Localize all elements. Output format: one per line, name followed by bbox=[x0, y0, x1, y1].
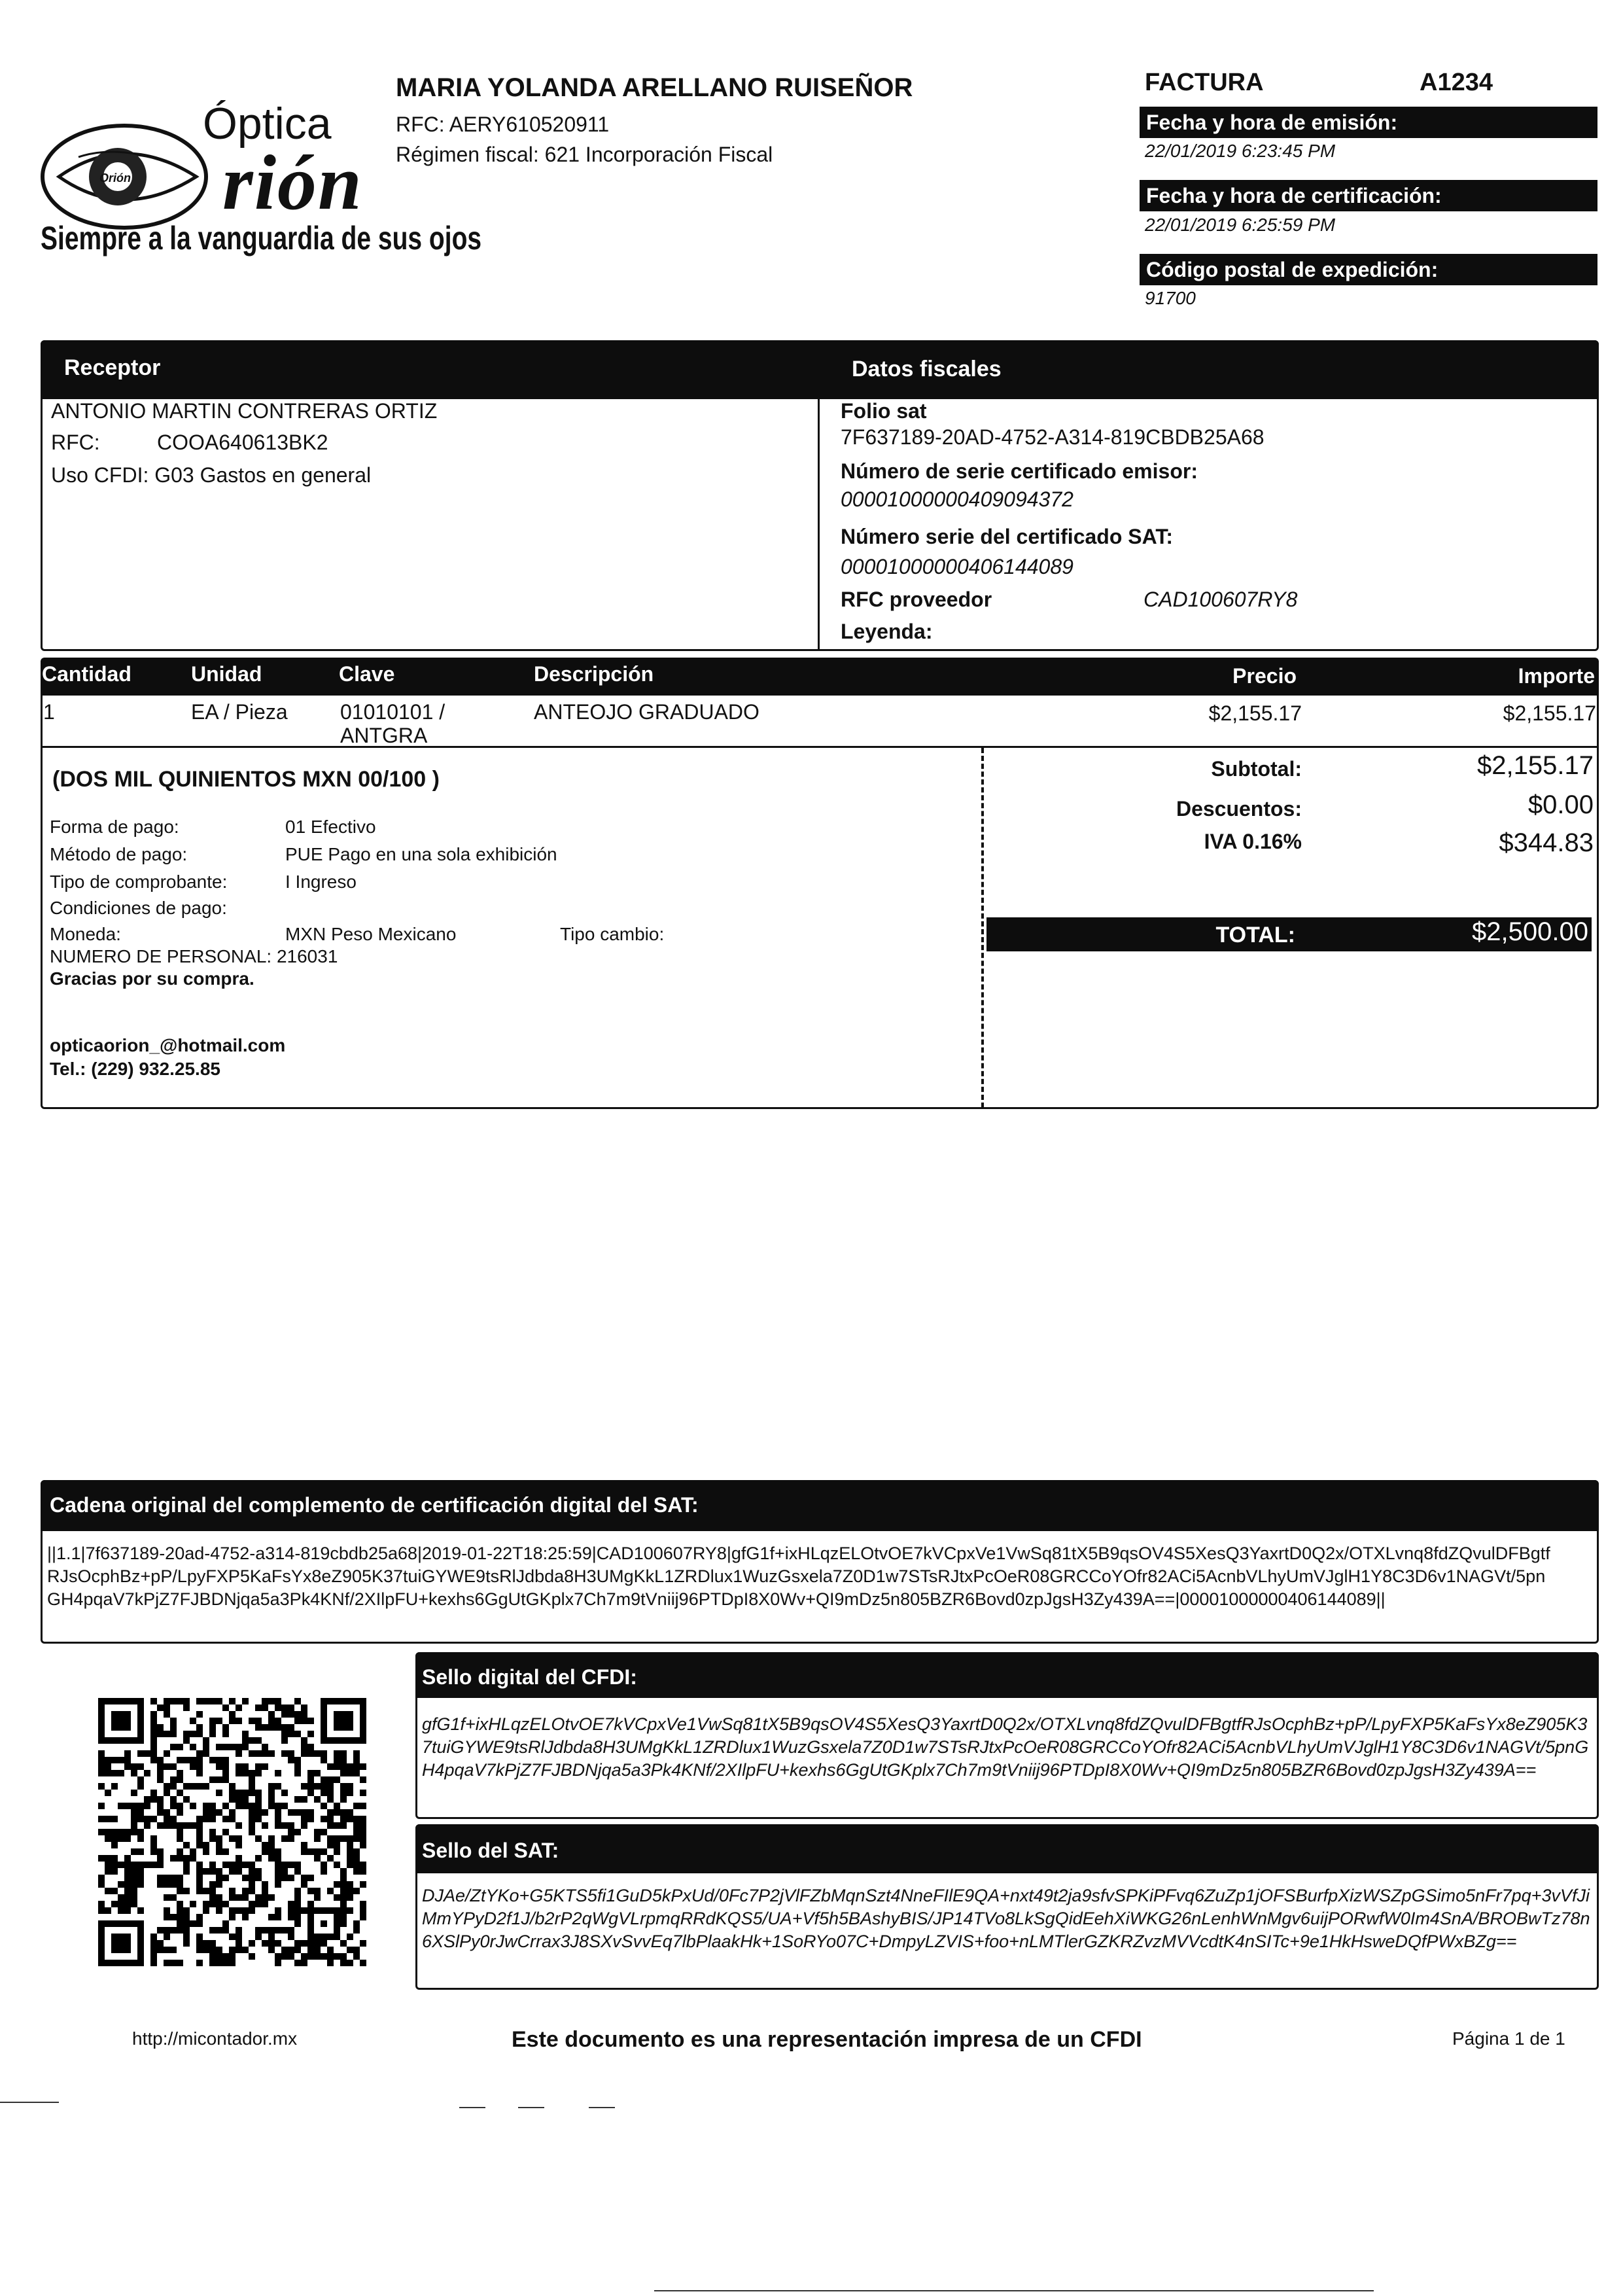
col-descripcion: Descripción bbox=[534, 662, 654, 686]
certification-value: 22/01/2019 6:25:59 PM bbox=[1145, 215, 1336, 235]
condiciones-label: Condiciones de pago: bbox=[50, 898, 227, 918]
postal-value: 91700 bbox=[1145, 288, 1196, 308]
logo-word-orion: rión bbox=[222, 139, 363, 226]
issuer-rfc: RFC: AERY610520911 bbox=[396, 113, 610, 136]
metodo-value: PUE Pago en una sola exhibición bbox=[285, 844, 557, 864]
invoice-type: FACTURA bbox=[1145, 69, 1264, 96]
emission-label: Fecha y hora de emisión: bbox=[1140, 107, 1597, 138]
footer-page: Página 1 de 1 bbox=[1452, 2028, 1565, 2049]
footer-url[interactable]: http://micontador.mx bbox=[132, 2028, 298, 2049]
col-unidad: Unidad bbox=[191, 662, 262, 686]
receptor-title: Receptor bbox=[64, 355, 161, 380]
logo-badge: Orión bbox=[99, 171, 131, 185]
postal-label: Código postal de expedición: bbox=[1140, 254, 1597, 285]
rfc-proveedor-value: CAD100607RY8 bbox=[1143, 588, 1298, 611]
receptor-rfc-label: RFC: bbox=[51, 431, 100, 454]
sello-cfdi-text: gfG1f+ixHLqzELOtvOE7kVCpxVe1VwSq81tX5B9qsOV4S5XesQ3YaxrtD0Q2x/OTXLvnq8fdZQvulDFBgtfRJsOcphBz+pP/LpyFXP5KaFsYx8eZ905K37tuiGYWE9tsRlJdbda8H3UMgKkL1ZRDlux1WuzGsxela7Z0D1w7STsRJtxPcOeR08GRCCoYOfr82ACi5AcnbVLhyUmVJglH1Y8C3D6v1NAGVt/5pnGH4pqaV7kPjZ7FJBDNjqa5a3Pk4KNf/2XIlpFU+kexhs6GgUtGKplx7Ch7m9tVniij96PTDpI8X0Wv+QI9mDz5n805BZR6Bovd0zpJgsH3Zy439A== bbox=[422, 1714, 1589, 1780]
issuer-name: MARIA YOLANDA ARELLANO RUISEÑOR bbox=[396, 73, 913, 102]
row-clave-line2: ANTGRA bbox=[340, 724, 428, 747]
certification-label: Fecha y hora de certificación: bbox=[1140, 180, 1597, 211]
personal-number: NUMERO DE PERSONAL: 216031 bbox=[50, 946, 338, 966]
contact-phone: Tel.: (229) 932.25.85 bbox=[50, 1059, 220, 1079]
moneda-value: MXN Peso Mexicano bbox=[285, 924, 457, 944]
subtotal-value: $2,155.17 bbox=[1477, 751, 1594, 780]
receptor-header bbox=[41, 340, 1599, 399]
payment-divider bbox=[981, 748, 984, 1108]
descuentos-value: $0.00 bbox=[1527, 790, 1594, 819]
row-cantidad: 1 bbox=[43, 700, 55, 724]
cert-sat-value: 00001000000406144089 bbox=[841, 555, 1073, 578]
forma-value: 01 Efectivo bbox=[285, 817, 376, 837]
logo-word-optica: Óptica bbox=[203, 99, 332, 149]
tipo-cambio-label: Tipo cambio: bbox=[560, 924, 665, 944]
forma-label: Forma de pago: bbox=[50, 817, 179, 837]
receptor-uso-cfdi: Uso CFDI: G03 Gastos en general bbox=[51, 463, 372, 487]
tipo-label: Tipo de comprobante: bbox=[50, 872, 228, 892]
cert-emisor-label: Número de serie certificado emisor: bbox=[841, 459, 1198, 483]
rfc-proveedor-label: RFC proveedor bbox=[841, 588, 992, 611]
metodo-label: Método de pago: bbox=[50, 844, 188, 864]
sello-sat-text: DJAe/ZtYKo+G5KTS5fi1GuD5kPxUd/0Fc7P2jVlFZbMqnSzt4NneFIlE9QA+nxt49t2ja9sfvSPKiPFvq6ZuZp1jOFSBurfpXizWSZpGSimo5nFr7pq+3vVfJiMmYPyD2f1J/b2rP2qWgVLrpmqRRdKQS5/UA+Vf5h5BAshyBIS/JP14TVo8LkSgQidEehXiWKG26nLenhWnMgv6uijPORwfW0Im4SnA/BROBwTz78n6XSlPy0rJwCrrax3J8SXvSvvEq7lbPlaakHk+1SoRYo07C+DmpyLZVIS+foo+nLMTlerGZKRZvzMVVcdtK4nSITc+9e1HkHsweDQfPWxBZg== bbox=[422, 1886, 1590, 1951]
thanks-text: Gracias por su compra. bbox=[50, 968, 254, 989]
sello-sat-title: Sello del SAT: bbox=[422, 1839, 559, 1862]
fiscal-title: Datos fiscales bbox=[852, 357, 1002, 381]
iva-label: IVA 0.16% bbox=[1204, 830, 1302, 853]
row-importe: $2,155.17 bbox=[1503, 701, 1596, 725]
scan-dash-3 bbox=[589, 2107, 615, 2108]
row-clave-line1: 01010101 / bbox=[340, 700, 445, 724]
sello-sat-header bbox=[415, 1824, 1599, 1873]
iva-value: $344.83 bbox=[1499, 828, 1594, 857]
col-cantidad: Cantidad bbox=[42, 662, 131, 686]
cert-emisor-value: 00001000000409094372 bbox=[841, 487, 1073, 511]
scan-dash-1 bbox=[459, 2107, 485, 2108]
total-label: TOTAL: bbox=[1215, 923, 1295, 947]
cadena-title: Cadena original del complemento de certificación digital del SAT: bbox=[50, 1493, 699, 1517]
receptor-rfc-value: COOA640613BK2 bbox=[157, 431, 328, 454]
subtotal-label: Subtotal: bbox=[1211, 757, 1302, 781]
moneda-label: Moneda: bbox=[50, 924, 121, 944]
logo-tagline: Siempre a la vanguardia de sus ojos bbox=[41, 220, 482, 256]
row-unidad: EA / Pieza bbox=[191, 700, 288, 724]
col-clave: Clave bbox=[339, 662, 395, 686]
scan-line-left bbox=[0, 2102, 59, 2103]
leyenda-label: Leyenda: bbox=[841, 620, 933, 643]
folio-value: 7F637189-20AD-4752-A314-819CBDB25A68 bbox=[841, 425, 1265, 449]
folio-label: Folio sat bbox=[841, 399, 927, 423]
col-importe: Importe bbox=[1518, 664, 1595, 688]
invoice-number: A1234 bbox=[1420, 69, 1493, 96]
receptor-divider bbox=[818, 398, 820, 650]
descuentos-label: Descuentos: bbox=[1176, 797, 1302, 821]
footer-statement: Este documento es una representación impresa de un CFDI bbox=[512, 2027, 1142, 2052]
row-descripcion: ANTEOJO GRADUADO bbox=[534, 700, 759, 724]
receptor-name: ANTONIO MARTIN CONTRERAS ORTIZ bbox=[51, 399, 438, 423]
issuer-regimen: Régimen fiscal: 621 Incorporación Fiscal bbox=[396, 143, 773, 166]
scan-line-bottom bbox=[654, 2290, 1374, 2291]
total-value: $2,500.00 bbox=[1472, 917, 1588, 946]
emission-value: 22/01/2019 6:23:45 PM bbox=[1145, 141, 1336, 161]
sello-cfdi-title: Sello digital del CFDI: bbox=[422, 1665, 637, 1689]
amount-words: (DOS MIL QUINIENTOS MXN 00/100 ) bbox=[52, 767, 440, 792]
row-precio: $2,155.17 bbox=[1208, 701, 1302, 725]
cadena-text: ||1.1|7f637189-20ad-4752-a314-819cbdb25a68|2019-01-22T18:25:59|CAD100607RY8|gfG1f+ixHLqzELOtvOE7kVCpxVe1VwSq81tX5B9qsOV4S5XesQ3YaxrtD0Q2x/OTXLvnq8fdZQvulDFBgtfRJsOcphBz+pP/LpyFXP5KaFsYx8eZ905K37tuiGYWE9tsRlJdbda8H3UMgKkL1ZRDlux1WuzGsxela7Z0D1w7STsRJtxPcOeR08GRCCoYOfr82ACi5AcnbVLhyUmVJglH1Y8C3D6v1NAGVt/5pnGH4pqaV7kPjZ7FJBDNjqa5a3Pk4KNf/2XIlpFU+kexhs6GgUtGKplx7Ch7m9tVniij96PTDpI8X0Wv+QI9mDz5n805BZR6Bovd0zpJgsH3Zy439A==|00001000000406144089|| bbox=[47, 1544, 1550, 1609]
qr-code-icon bbox=[98, 1698, 366, 1966]
col-precio: Precio bbox=[1232, 664, 1297, 688]
contact-email: opticaorion_@hotmail.com bbox=[50, 1035, 286, 1055]
tipo-value: I Ingreso bbox=[285, 872, 357, 892]
qr-code bbox=[98, 1698, 366, 1966]
items-header-bar bbox=[41, 658, 1599, 696]
scan-dash-2 bbox=[518, 2107, 544, 2108]
cert-sat-label: Número serie del certificado SAT: bbox=[841, 525, 1173, 548]
